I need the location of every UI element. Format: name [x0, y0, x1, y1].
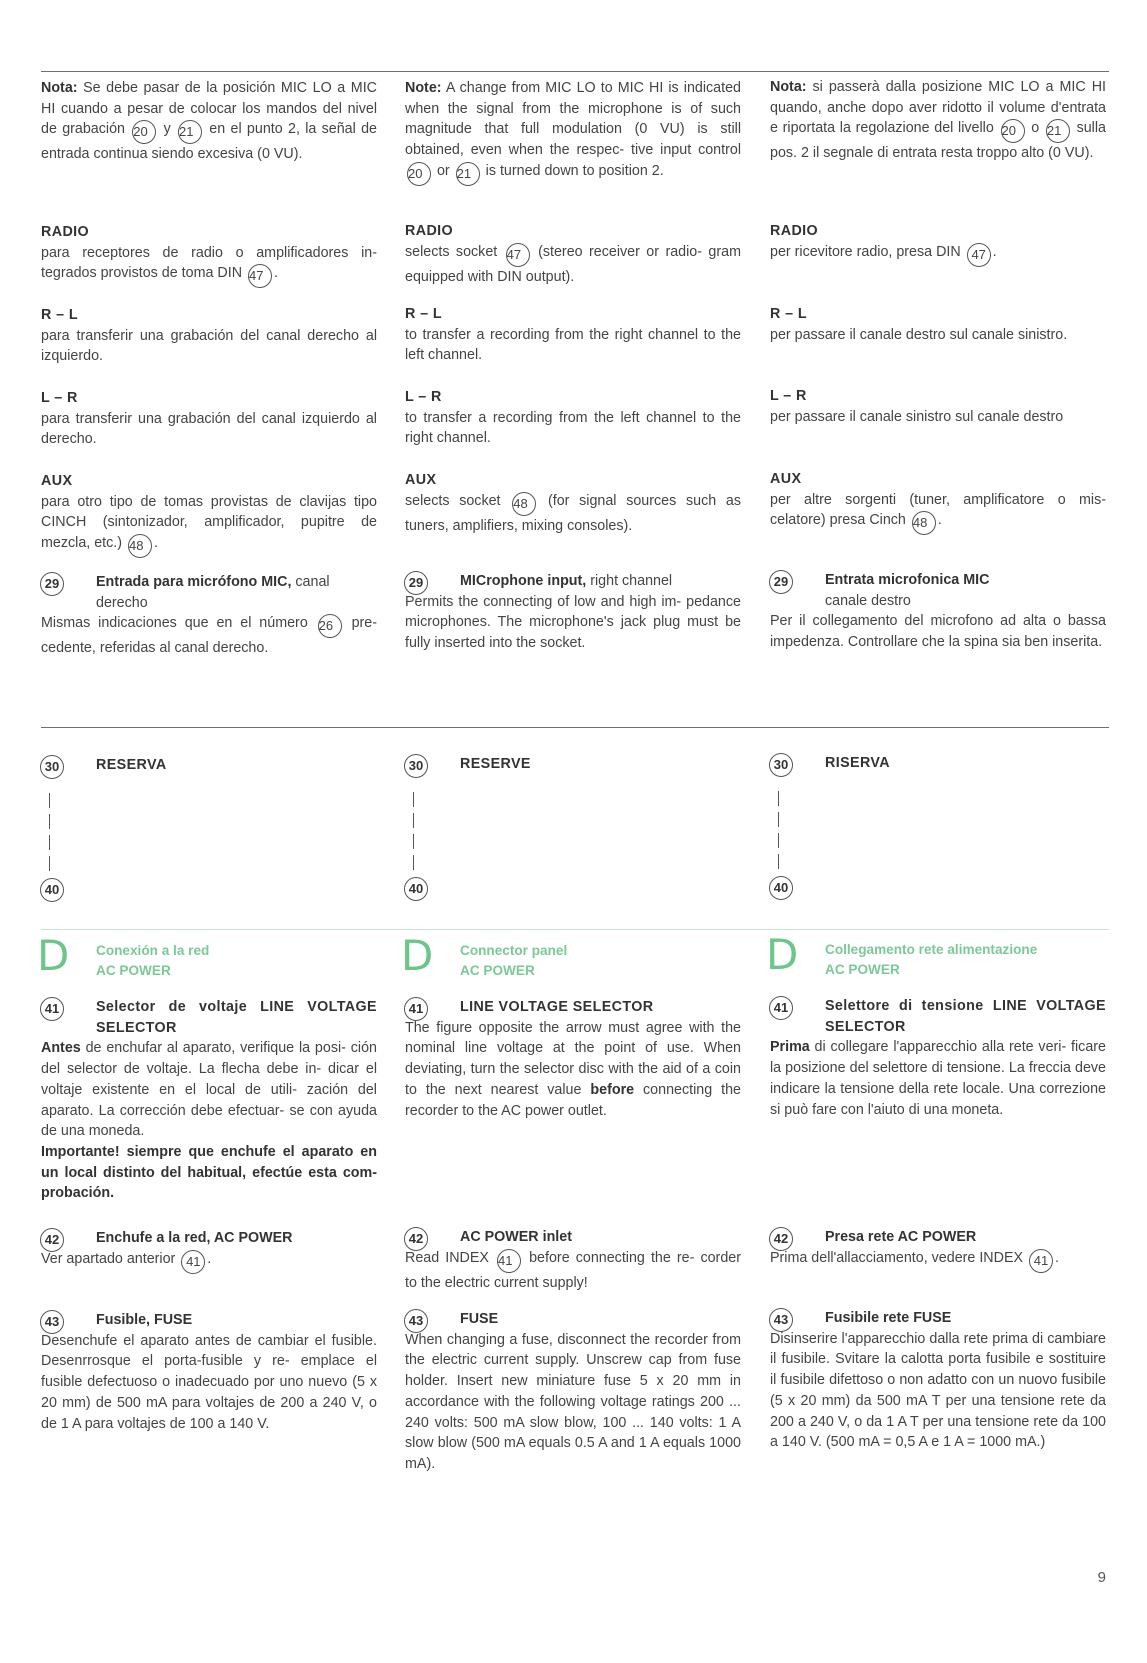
lr-heading: L – R [770, 388, 807, 404]
lr-item [41, 388, 377, 450]
radio-item [770, 221, 1106, 267]
section-d-title: Connector panel [460, 943, 568, 958]
item-29 [405, 571, 741, 654]
ref-21-icon: 21 [456, 162, 480, 186]
radio-item [405, 221, 741, 287]
item-43-title: FUSE [460, 1311, 499, 1327]
item-41-text: The figure opposite the arrow must agree with the nominal line voltage at the point of use. When deviating, turn the selector disc with the aid of a coin to the next nearest value before connecting the recorder to the AC power outlet. [405, 1019, 741, 1119]
ref-21-icon: 21 [1046, 119, 1070, 143]
item-43 [770, 1308, 1106, 1453]
note-paragraph: Note: A change from MIC LO to MIC HI is indicated when the signal from the microphone is of such magnitude that full modulation (0 VU) is still obtained, even when the respec- tive input control 20 or 21 is turned down to position 2. [405, 78, 741, 186]
middle-rule [41, 727, 1109, 728]
aux-heading: AUX [405, 472, 437, 488]
item-29-subtitle: derecho [96, 594, 148, 611]
item-43-text: Disinserire l'apparecchio dalla rete prima di cambiare il fusibile. Svitare la calotta porta fusibile e sostituire il fusibile difettoso o non adatto con un nuovo fusibile (5 x 20 mm) da 500 mA T per una tensione rete da 200 a 240 V, o da 1 A T per una tensione rete da 100 a 140 V. (500 mA = 0,5 A e 1 A = 1000 mA.) [770, 1330, 1106, 1451]
section-d-subtitle: AC POWER [825, 962, 900, 977]
item-41 [405, 997, 741, 1121]
item-43-text: Desenchufe el aparato antes de cambiar el fusible. Desenrrosque el porta-fusible y re- emplace el fusible defectuoso o inadecuado por uno nuevo (5 x 20 mm) de 500 mA para voltajes de 200 a 240 V, o de 1 A para voltajes de 100 a 140 V. [41, 1332, 377, 1432]
item-41-text: Prima di collegare l'apparecchio alla rete veri- ficare la posizione del selettore di tensione. La freccia deve indicare la tensione della rete locale. Una correzione si può fare con l'aiuto di una moneta. [770, 1039, 1106, 1118]
item-41-warning: Importante! siempre que enchufe el aparato en un local distinto del habitual, efectúe esta com- probación. [41, 1143, 377, 1202]
item-29-number-icon: 29 [40, 572, 64, 596]
note-paragraph: Nota: Se debe pasar de la posición MIC LO a MIC HI cuando a pesar de colocar los mandos del nivel de grabación 20 y 21 en el punto 2, la señal de entrada continua siendo excesiva (0 VU). [41, 80, 377, 163]
item-43-number-icon: 43 [404, 1309, 428, 1333]
range-bar [413, 813, 414, 828]
item-30-number-icon: 30 [404, 754, 428, 778]
radio-heading: RADIO [770, 223, 819, 239]
ref-41-icon: 41 [181, 1250, 205, 1274]
item-30-40 [41, 755, 377, 897]
range-bar [413, 834, 414, 849]
radio-text: para receptores de radio o amplificadores in- tegrados provistos de toma DIN 47 . [41, 243, 377, 289]
rl-heading: R – L [41, 307, 78, 323]
ref-47-icon: 47 [967, 243, 991, 267]
item-40-number-icon: 40 [40, 878, 64, 902]
lr-item [405, 387, 741, 449]
item-29 [41, 572, 377, 659]
item-29-number-icon: 29 [404, 571, 428, 595]
rl-item [770, 304, 1106, 345]
page-number: 9 [1097, 1569, 1106, 1587]
lr-text: para transferir una grabación del canal izquierdo al derecho. [41, 410, 377, 448]
ref-48-icon: 48 [128, 534, 152, 558]
item-30-number-icon: 30 [40, 755, 64, 779]
item-42-title: Enchufe a la red, AC POWER [96, 1230, 293, 1246]
item-42 [770, 1227, 1106, 1273]
item-41 [770, 996, 1106, 1120]
item-42-number-icon: 42 [404, 1227, 428, 1251]
range-bar [778, 833, 779, 848]
aux-text: para otro tipo de tomas provistas de clavijas tipo CINCH (sintonizador, amplificador, pupitre de mezcla, etc.) 48 . [41, 492, 377, 558]
section-d-subtitle: AC POWER [96, 963, 171, 978]
item-41-title: Selettore di tensione LINE VOLTAGE SELECTOR [825, 998, 1106, 1035]
ref-41-icon: 41 [1029, 1249, 1053, 1273]
item-41-text: Antes de enchufar al aparato, verifique la posi- ción del selector de voltaje. La flecha debe in- dicar el voltaje existente en el local de utili- zación del aparato. La corrección debe efectuar- se con ayuda de una moneda. [41, 1040, 377, 1140]
ref-41-icon: 41 [497, 1249, 521, 1273]
item-29-text: Per il collegamento del microfono ad alta o bassa impedenza. Controllare che la spina sia ben inserita. [770, 613, 1106, 651]
note-label: Nota: [41, 80, 78, 96]
ref-21-icon: 21 [178, 120, 202, 144]
radio-heading: RADIO [41, 224, 90, 240]
ref-47-icon: 47 [506, 243, 530, 267]
lr-text: per passare il canale sinistro sul canale destro [770, 408, 1064, 425]
aux-item [41, 471, 377, 558]
note-paragraph: Nota: si passerà dalla posizione MIC LO a MIC HI quando, anche dopo aver ridotto il volume d'entrata e riportata la regolazione del livello 20 o 21 sulla pos. 2 il segnale di entrata resta troppo alto (0 VU). [770, 79, 1106, 162]
item-43-number-icon: 43 [769, 1308, 793, 1332]
item-41-title: Selector de voltaje LINE VOLTAGE SELECTOR [96, 999, 377, 1036]
aux-item [770, 469, 1106, 535]
item-29-text: Permits the connecting of low and high im- pedance microphones. The microphone's jack plug must be fully inserted into the socket. [405, 593, 741, 652]
item-41-number-icon: 41 [404, 997, 428, 1021]
item-41 [41, 997, 377, 1204]
item-30-40 [770, 753, 1106, 895]
rl-heading: R – L [405, 306, 442, 322]
ref-20-icon: 20 [132, 120, 156, 144]
item-29-subtitle: canale destro [825, 592, 911, 609]
aux-text: selects socket 48 (for signal sources such as tuners, amplifiers, mixing consoles). [405, 492, 741, 534]
radio-item [41, 222, 377, 288]
aux-item [405, 470, 741, 536]
item-42-text: Ver apartado anterior 41 . [41, 1249, 377, 1274]
ref-20-icon: 20 [407, 162, 431, 186]
ref-26-icon: 26 [318, 614, 342, 638]
item-42-number-icon: 42 [769, 1227, 793, 1251]
item-30-title: RESERVA [96, 757, 167, 773]
item-29-number-icon: 29 [769, 570, 793, 594]
item-43-title: Fusible, FUSE [96, 1312, 193, 1328]
radio-heading: RADIO [405, 223, 454, 239]
note-label: Note: [405, 80, 442, 96]
range-bar [778, 791, 779, 806]
ref-47-icon: 47 [248, 264, 272, 288]
item-40-number-icon: 40 [769, 876, 793, 900]
item-29-title: Entrada para micrófono MIC, canal [96, 574, 330, 590]
section-d-letter: D [37, 931, 70, 980]
item-42-title: AC POWER inlet [460, 1229, 572, 1245]
item-42 [405, 1227, 741, 1293]
ref-48-icon: 48 [912, 511, 936, 535]
ref-20-icon: 20 [1001, 119, 1025, 143]
item-29-title: Entrata microfonica MIC [825, 572, 990, 588]
section-d-rule [41, 929, 1109, 930]
range-bar [778, 854, 779, 869]
item-29-text: Mismas indicaciones que en el número 26 pre- cedente, referidas al canal derecho. [41, 615, 377, 657]
range-bar [413, 855, 414, 870]
lr-text: to transfer a recording from the left channel to the right channel. [405, 409, 741, 447]
item-43-text: When changing a fuse, disconnect the recorder from the electric current supply. Unscrew cap from fuse holder. Insert new miniature fuse 5 x 20 mm in accordance with the following voltage ratings 200 ... 240 volts: 500 mA slow blow, 100 ... 140 volts: 1 A slow blow (500 mA equals 0.5 A and 1 A equals 1000 mA). [405, 1331, 741, 1472]
item-42-title: Presa rete AC POWER [825, 1229, 977, 1245]
item-30-title: RESERVE [460, 756, 531, 772]
section-d-subtitle: AC POWER [460, 963, 535, 978]
item-43-number-icon: 43 [40, 1310, 64, 1334]
item-42-number-icon: 42 [40, 1228, 64, 1252]
item-30-40 [405, 754, 741, 896]
lr-item [770, 386, 1106, 427]
aux-text: per altre sorgenti (tuner, amplificatore o mis- celatore) presa Cinch 48 . [770, 490, 1106, 536]
top-rule [41, 71, 1109, 72]
radio-text: per ricevitore radio, presa DIN 47 . [770, 242, 1106, 267]
item-41-number-icon: 41 [769, 996, 793, 1020]
aux-heading: AUX [41, 473, 73, 489]
note-label: Nota: [770, 79, 807, 95]
range-bar [413, 792, 414, 807]
item-30-title: RISERVA [825, 755, 891, 771]
item-43 [41, 1310, 377, 1434]
rl-item [405, 304, 741, 366]
item-41-number-icon: 41 [40, 997, 64, 1021]
lr-heading: L – R [41, 390, 78, 406]
rl-heading: R – L [770, 306, 807, 322]
range-bar [49, 814, 50, 829]
item-42-text: Read INDEX 41 before connecting the re- corder to the electric current supply! [405, 1249, 741, 1291]
aux-heading: AUX [770, 471, 802, 487]
lr-heading: L – R [405, 389, 442, 405]
rl-text: para transferir una grabación del canal derecho al izquierdo. [41, 327, 377, 365]
range-bar [49, 793, 50, 808]
range-bar [778, 812, 779, 827]
item-42 [41, 1228, 377, 1274]
item-43-title: Fusibile rete FUSE [825, 1310, 952, 1326]
section-d-title: Conexión a la red [96, 943, 210, 958]
item-29-title: MICrophone input, right channel [460, 573, 673, 589]
rl-item [41, 305, 377, 367]
ref-48-icon: 48 [512, 492, 536, 516]
item-29 [770, 570, 1106, 653]
item-41-title: LINE VOLTAGE SELECTOR [460, 999, 654, 1015]
section-d-title: Collegamento rete alimentazione [825, 942, 1038, 957]
section-d-letter: D [766, 930, 799, 979]
item-30-number-icon: 30 [769, 753, 793, 777]
rl-text: per passare il canale destro sul canale sinistro. [770, 326, 1068, 343]
range-bar [49, 835, 50, 850]
section-d-letter: D [401, 931, 434, 980]
item-40-number-icon: 40 [404, 877, 428, 901]
range-bar [49, 856, 50, 871]
rl-text: to transfer a recording from the right channel to the left channel. [405, 326, 741, 364]
item-43 [405, 1309, 741, 1475]
item-42-text: Prima dell'allacciamento, vedere INDEX 41 . [770, 1248, 1106, 1273]
radio-text: selects socket 47 (stereo receiver or radio- gram equipped with DIN output). [405, 243, 741, 285]
